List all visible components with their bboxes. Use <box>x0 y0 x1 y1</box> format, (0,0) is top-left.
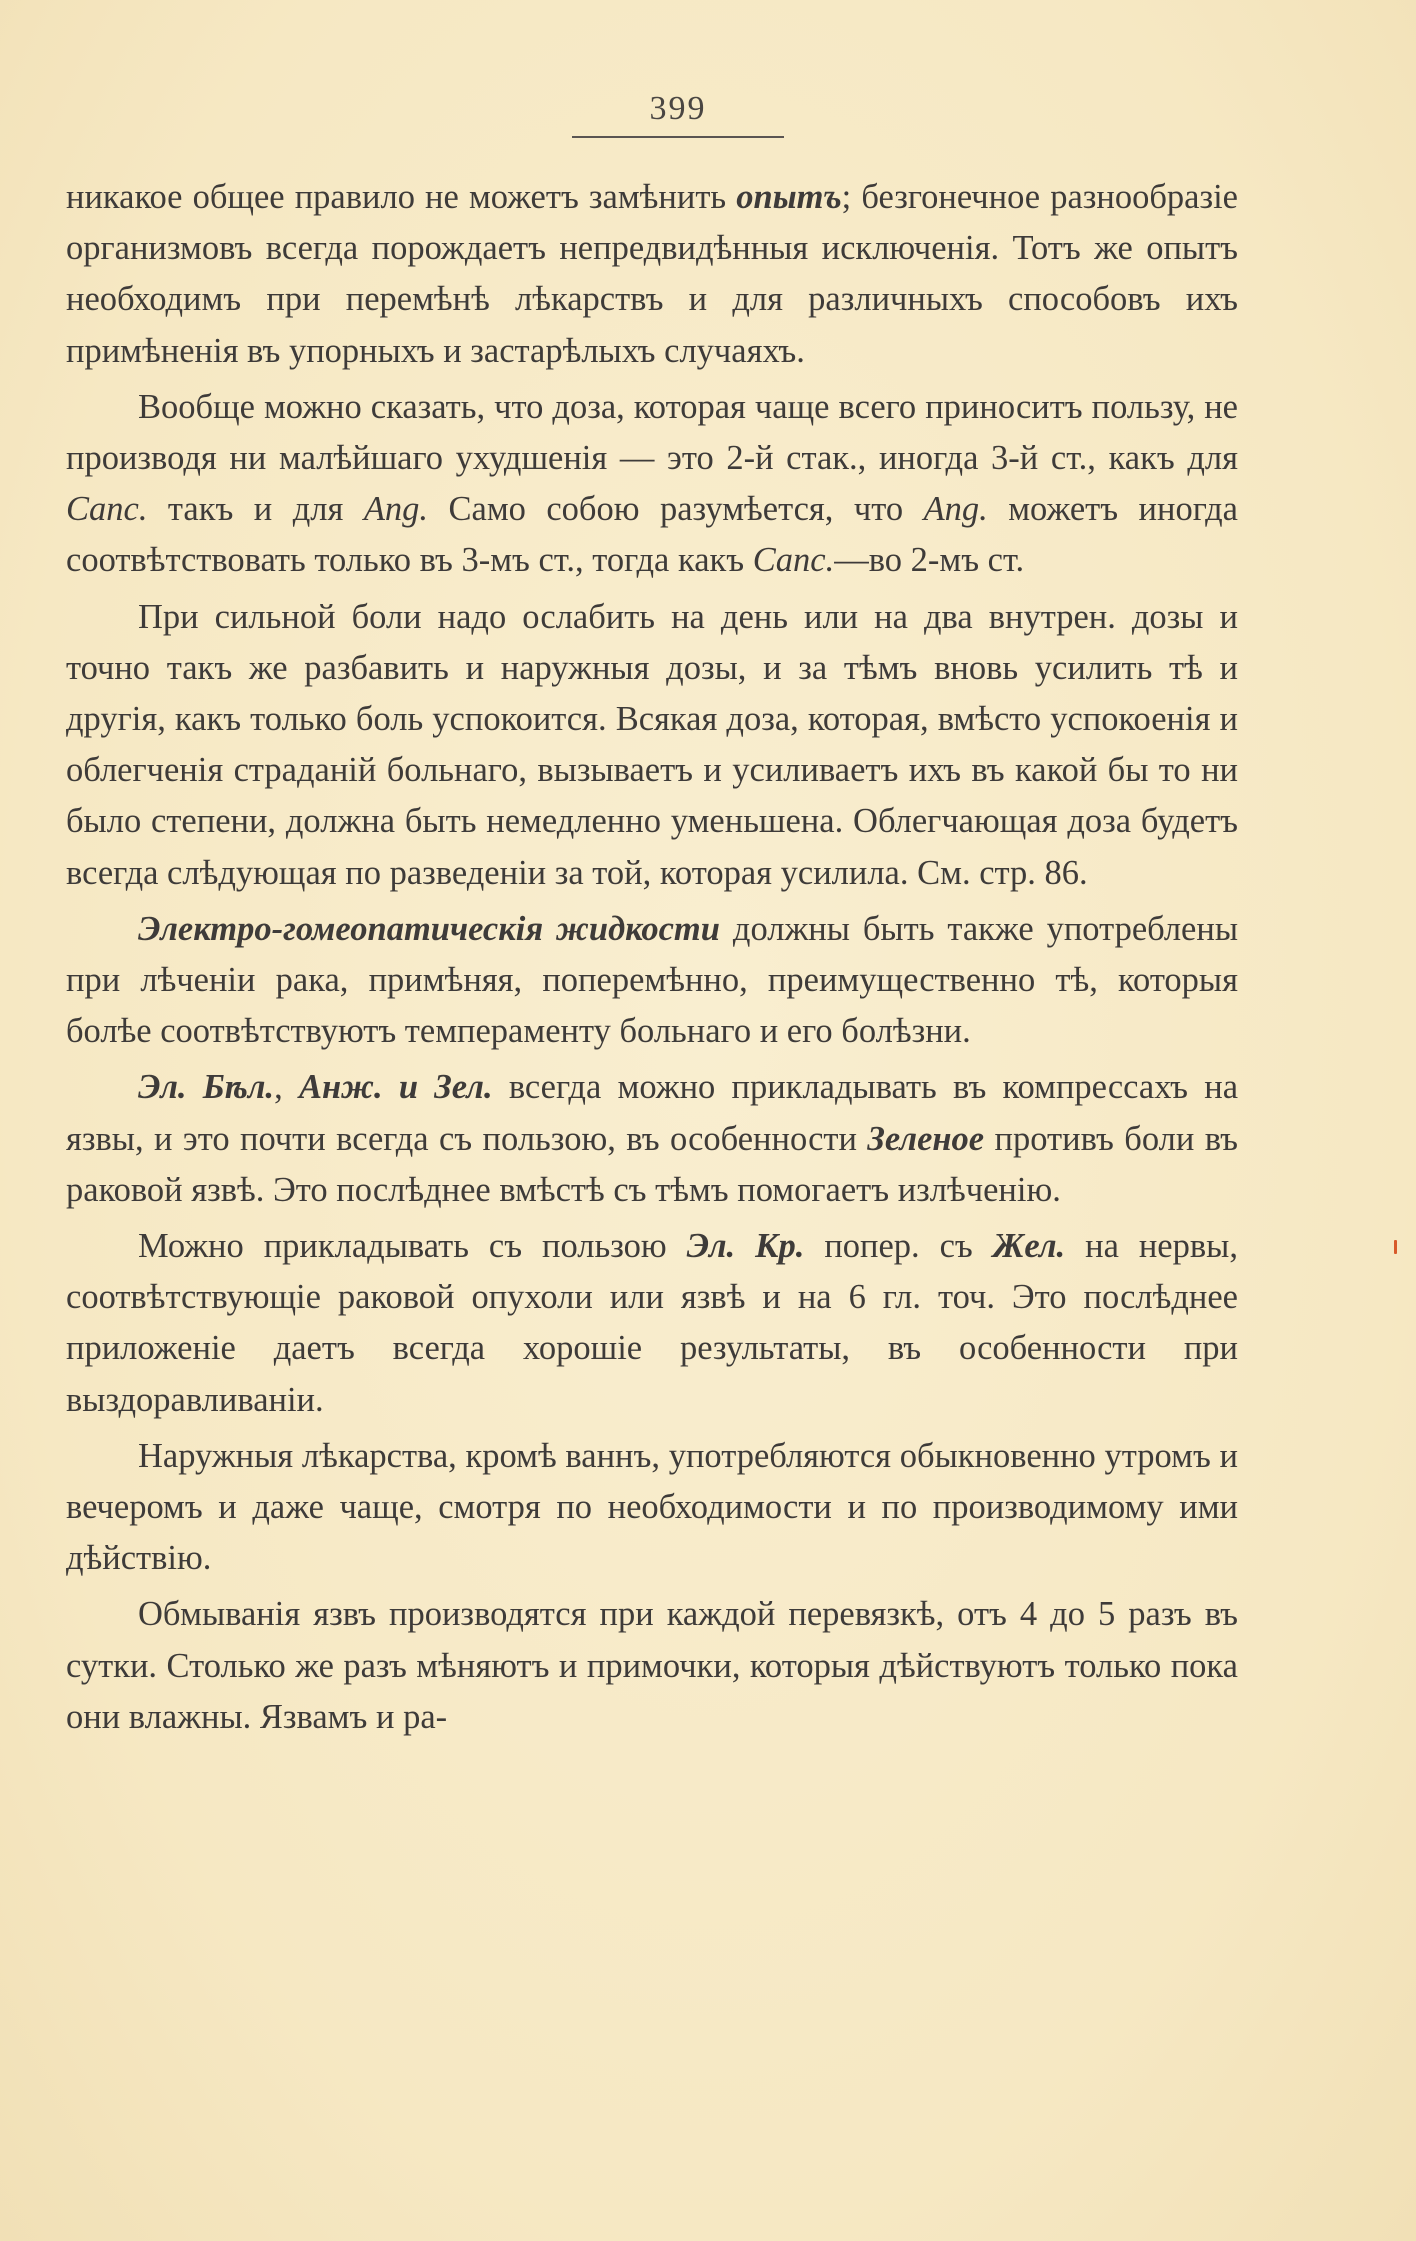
paragraph-4 <box>66 904 1238 1058</box>
paragraph-5 <box>66 1062 1238 1216</box>
emphasis-term: Электро-гомеопатическія жидкости <box>138 909 720 948</box>
text-run: можетъ иногда соотвѣтствовать только въ 3-мъ ст., тогда какъ <box>66 490 1238 580</box>
paragraph-3 <box>66 592 1238 899</box>
text-run: противъ боли въ раковой язвѣ. Это послѣднее вмѣстѣ съ тѣмъ помогаетъ излѣченію. <box>66 1119 1238 1209</box>
text-run: —во 2-мъ ст. <box>834 541 1025 580</box>
emphasis-term: Эл. Бѣл. <box>138 1068 275 1107</box>
text-run: При сильной боли надо ослабить на день или на два внутрен. дозы и точно такъ же разбавить и наружныя дозы, и за тѣмъ вновь усилить тѣ и другія, какъ только боль успокоится. Всякая доза, которая, вмѣсто успокоенія и облегченія страданій больнаго, вызываетъ и усиливаетъ ихъ въ какой бы то ни было степени, должна быть немедленно уменьшена. Облегчающая доза будетъ всегда слѣдующая по разведеніи за той, которая усилила. См. стр. 86. <box>66 597 1238 892</box>
text-run: Наружныя лѣкарства, кромѣ ваннъ, употребляются обыкновенно утромъ и вечеромъ и даже чаще, смотря по необходимости и по производимому ими дѣйствію. <box>66 1436 1238 1578</box>
text-run: , <box>274 1068 299 1107</box>
emphasis-term: Анж. и Зел. <box>298 1068 493 1107</box>
text-run: должны быть также употреблены при лѣченіи рака, примѣняя, поперемѣнно, преимущественно тѣ, которыя болѣе соотвѣтствуютъ темпераменту больнаго и его болѣзни. <box>66 909 1239 1051</box>
text-run: попер. съ <box>804 1227 993 1266</box>
paragraph-1 <box>66 172 1238 377</box>
text-run: Можно прикладывать съ пользою <box>138 1227 687 1266</box>
emphasis-term: Canc. <box>66 490 148 529</box>
page-number: 399 <box>649 90 707 127</box>
text-run: всегда можно прикладывать въ компрессахъ на язвы, и это почти всегда съ пользою, въ особенности <box>66 1068 1239 1158</box>
text-run: никакое общее правило не можетъ замѣнить <box>66 178 737 216</box>
paragraph-7 <box>66 1431 1238 1585</box>
emphasis-term: Жел. <box>992 1227 1066 1266</box>
text-run: Обмыванія язвъ производятся при каждой перевязкѣ, отъ 4 до 5 разъ въ сутки. Столько же разъ мѣняютъ и примочки, которыя дѣйствуютъ только пока они влажны. Язвамъ и ра- <box>66 1595 1238 1736</box>
margin-mark <box>1394 1240 1397 1254</box>
text-run: такъ и для <box>147 490 364 529</box>
emphasis-term: Ang. <box>923 490 988 529</box>
emphasis-term: Эл. Кр. <box>686 1227 805 1266</box>
text-run: Вообще можно сказать, что доза, которая чаще всего приноситъ пользу, не производя ни малѣйшаго ухудшенія — это 2-й стак., иногда 3-й ст., какъ для <box>66 387 1238 478</box>
emphasis-term: Canc. <box>752 541 835 580</box>
emphasis-term: опытъ <box>736 178 842 216</box>
page-body-text <box>66 172 1238 1748</box>
paragraph-6 <box>66 1221 1238 1426</box>
emphasis-term: Зеленое <box>867 1119 985 1158</box>
text-run: Само собою разумѣется, что <box>428 490 924 529</box>
header-rule <box>572 136 784 138</box>
paragraph-2 <box>66 382 1238 587</box>
text-run: на нервы, соотвѣтствующіе раковой опухоли или язвѣ и на 6 гл. точ. Это послѣднее приложеніе даетъ всегда хорошіе результаты, въ особенности при выздоравливаніи. <box>66 1227 1238 1419</box>
text-run: ; безгонечное разнообразіе организмовъ всегда порождаетъ непредвидѣнныя исключенія. Тотъ же опытъ необходимъ при перемѣнѣ лѣкарствъ и для различныхъ способовъ ихъ примѣненія въ упорныхъ и застарѣлыхъ случаяхъ. <box>66 178 1238 370</box>
emphasis-term: Ang. <box>363 490 429 529</box>
paragraph-8 <box>66 1589 1238 1743</box>
